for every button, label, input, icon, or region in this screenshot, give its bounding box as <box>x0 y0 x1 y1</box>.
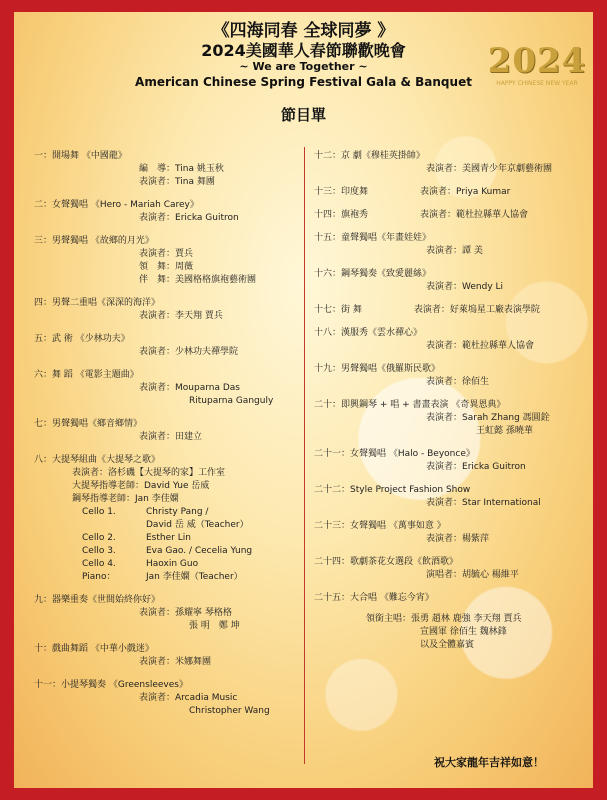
program-item-14 <box>314 209 584 222</box>
role-value: Mouparna Das <box>175 383 240 393</box>
role-value: 以及全體嘉賓 <box>420 640 475 650</box>
role-label: 表演者： <box>139 347 176 357</box>
program-item-11 <box>34 679 299 718</box>
item-title: 女聲獨唱 《萬事如意 》 <box>350 521 446 531</box>
role-value: 胡毓心 楊維平 <box>462 570 519 580</box>
role-label: 表演者： <box>139 311 176 321</box>
badge-year: 2024 <box>487 41 587 81</box>
title-line-1: 《四海同春 全球同夢 》 <box>212 21 395 41</box>
role-label: 表演者： <box>139 432 176 442</box>
cello-row <box>34 519 299 532</box>
item-number: 五： <box>34 334 53 344</box>
program-item-7 <box>34 418 299 444</box>
item-title: 舞 蹈 《電影主題曲》 <box>52 370 139 380</box>
cello-label: Cello 4. <box>82 559 116 569</box>
role-value: 美國格格旗袍藝術團 <box>175 275 257 285</box>
program-sheet <box>14 12 593 788</box>
role-label: 表演者： <box>426 282 463 292</box>
role-label: 表演者： <box>426 413 463 423</box>
program-heading: 節目單 <box>280 106 326 124</box>
role-label: 表演者： <box>420 187 457 197</box>
item-title: 鋼琴獨奏《致愛麗絲》 <box>341 269 432 279</box>
role-value: Ericka Guitron <box>175 213 239 223</box>
cello-value: Haoxin Guo <box>146 559 199 569</box>
cello-value: Eva Gao. / Cecelia Yung <box>146 546 253 556</box>
cello-label: Cello 3. <box>82 546 116 556</box>
role-value: Star International <box>462 498 541 508</box>
program-item-17 <box>314 304 584 317</box>
item-number: 十二： <box>314 151 342 161</box>
role-label: 表演者： <box>139 177 176 187</box>
item-title: 漢服秀《雲水禪心》 <box>341 328 423 338</box>
item-number: 十一： <box>34 680 62 690</box>
title-line-2: 2024美國華人春節聯歡晚會 <box>201 41 406 60</box>
role-label: 編 導： <box>139 164 176 174</box>
role-label: 領銜主唱： <box>366 614 412 624</box>
item-title: 男聲獨唱《俄羅斯民歌》 <box>341 364 441 374</box>
badge-text: HAPPY CHINESE NEW YEAR <box>496 80 578 87</box>
item-title: 戲曲舞蹈 《中華小戲迷》 <box>52 644 154 654</box>
item-number: 十九： <box>314 364 342 374</box>
title-line-3: ~ We are Together ~ <box>239 60 368 73</box>
item-title: 小提琴獨奏 《Greensleeves》 <box>61 680 188 690</box>
role-value: Rituparna Ganguly <box>189 396 274 406</box>
item-title: 旗袍秀 <box>341 210 369 220</box>
item-title: 歌劇茶花女選段《飲酒歌》 <box>350 557 459 567</box>
role-label: 表演者： <box>426 377 463 387</box>
role-label: 表演者： <box>426 246 463 256</box>
item-title: 女聲獨唱 《Hero - Mariah Carey》 <box>52 200 199 210</box>
item-title: 大合唱 《難忘今宵》 <box>350 593 434 603</box>
role-value: 徐佰生 <box>462 377 490 387</box>
cello-row <box>34 532 299 545</box>
cello-label: Cello 2. <box>82 533 116 543</box>
role-value: 賈兵 <box>175 249 194 259</box>
role-value: Christopher Wang <box>189 706 270 716</box>
item-number: 十六： <box>314 269 342 279</box>
role-label: 伴 舞： <box>139 275 176 285</box>
cello-value: Jan 李佳嫻（Teacher） <box>146 572 243 582</box>
role-value: 米娜舞團 <box>175 657 212 667</box>
program-item-10 <box>34 643 299 669</box>
item-number: 二十： <box>314 400 342 410</box>
program-item-22 <box>314 484 584 510</box>
item-title: 即興鋼琴 + 唱 + 書畫表演 《奇異恩典》 <box>341 400 506 410</box>
item-number: 二十四： <box>314 557 351 567</box>
role-label: 領 舞： <box>139 262 176 272</box>
role-value: Priya Kumar <box>456 187 511 197</box>
year-badge <box>487 42 587 87</box>
item-number: 六： <box>34 370 53 380</box>
role-value: 範杜拉縣華人協會 <box>462 341 535 351</box>
item-number: 十三： <box>314 187 342 197</box>
cello-teacher-line: 大提琴指導老師：David Yue 岳威 <box>72 481 210 491</box>
role-value: 張勇 趙林 鹿強 李天翔 賈兵 <box>411 614 522 624</box>
program-item-13 <box>314 186 584 199</box>
program-item-4 <box>34 297 299 323</box>
role-label: 表演者： <box>413 305 450 315</box>
role-label: 表演者： <box>426 498 463 508</box>
item-number: 十五： <box>314 233 342 243</box>
role-label: 表演者： <box>426 341 463 351</box>
item-title: 印度舞 <box>341 187 369 197</box>
item-number: 二： <box>34 200 53 210</box>
role-label: 演唱者： <box>426 570 463 580</box>
program-item-25 <box>314 592 584 652</box>
item-title: 武 術 《少林功夫》 <box>52 334 130 344</box>
cello-value: David 岳 威（Teacher） <box>146 520 249 530</box>
role-value: Arcadia Music <box>175 693 238 703</box>
item-number: 九： <box>34 595 53 605</box>
cello-value: Christy Pang / <box>146 507 209 517</box>
cello-row <box>34 558 299 571</box>
role-value: 王虹懿 孫曉華 <box>476 426 533 436</box>
item-number: 二十一： <box>314 449 351 459</box>
item-title: 街 舞 <box>341 305 362 315</box>
role-value: 楊紫萍 <box>462 534 490 544</box>
role-value: Ericka Guitron <box>462 462 526 472</box>
item-title: 女聲獨唱 《Halo - Beyonce》 <box>350 449 475 459</box>
item-title: 男聲獨唱《鄉音鄉情》 <box>52 419 143 429</box>
cello-value: Esther Lin <box>146 533 191 543</box>
column-divider <box>304 147 305 764</box>
role-value: 周薇 <box>175 262 194 272</box>
program-item-23 <box>314 520 584 546</box>
program-item-16 <box>314 268 584 294</box>
role-label: 表演者： <box>426 164 463 174</box>
item-number: 十： <box>34 644 53 654</box>
cello-label: Cello 1. <box>82 507 116 517</box>
program-item-15 <box>314 232 584 258</box>
role-label: 表演者： <box>420 210 457 220</box>
role-value: Tina 舞團 <box>175 177 215 187</box>
role-value: 宣國軍 徐佰生 魏林鋒 <box>420 627 507 637</box>
role-label: 表演者： <box>139 249 176 259</box>
role-value: 田建立 <box>175 432 203 442</box>
role-value: Wendy Li <box>462 282 504 292</box>
item-number: 十七： <box>314 305 342 315</box>
cello-row <box>34 545 299 558</box>
item-number: 三： <box>34 236 53 246</box>
item-title: 開場舞 《中國龍》 <box>52 151 127 161</box>
role-value: 範杜拉縣華人協會 <box>456 210 529 220</box>
item-number: 十八： <box>314 328 342 338</box>
item-number: 二十五： <box>314 593 351 603</box>
cello-row <box>34 571 299 584</box>
role-value: 譚 美 <box>462 246 483 256</box>
piano-teacher-line: 鋼琴指導老師：Jan 李佳嫻 <box>72 494 179 504</box>
role-label: 表演者： <box>426 462 463 472</box>
item-title: 男聲獨唱 《故鄉的月光》 <box>52 236 154 246</box>
item-title: 童聲獨唱《年畫娃娃》 <box>341 233 432 243</box>
role-label: 表演者： <box>139 657 176 667</box>
program-item-24 <box>314 556 584 582</box>
item-number: 七： <box>34 419 53 429</box>
role-label: 表演者： <box>139 213 176 223</box>
program-item-19 <box>314 363 584 389</box>
program-item-2 <box>34 199 299 225</box>
role-value: 好萊塢星工廠表演學院 <box>449 305 540 315</box>
program-item-12 <box>314 150 584 176</box>
item-number: 二十三： <box>314 521 351 531</box>
item-number: 四： <box>34 298 53 308</box>
item-title: 男聲二重唱《深深的海洋》 <box>52 298 161 308</box>
role-label: 表演者： <box>139 608 176 618</box>
cello-label: Piano： <box>82 572 116 582</box>
item-title: Style Project Fashion Show <box>350 485 471 495</box>
role-value: 張 明 鄭 坤 <box>189 621 240 631</box>
role-label: 表演者： <box>139 383 176 393</box>
item-number: 一： <box>34 151 53 161</box>
program-item-18 <box>314 327 584 353</box>
program-item-3 <box>34 235 299 287</box>
performer-line: 表演者：洛杉磯【大提琴的家】工作室 <box>72 468 226 478</box>
program-item-8 <box>34 454 299 584</box>
program-item-20 <box>314 399 584 438</box>
program-item-5 <box>34 333 299 359</box>
role-label: 表演者： <box>426 534 463 544</box>
cello-row <box>34 506 299 519</box>
title-line-4: American Chinese Spring Festival Gala & Banquet <box>135 75 472 89</box>
role-value: Tina 姚玉秋 <box>175 164 224 174</box>
role-value: Sarah Zhang 馮圓銓 <box>462 413 550 423</box>
left-column <box>34 150 299 728</box>
right-column <box>314 150 584 662</box>
role-value: 李天翔 賈兵 <box>175 311 223 321</box>
item-number: 二十二： <box>314 485 351 495</box>
closing-greeting: 祝大家龍年吉祥如意！ <box>434 756 544 769</box>
program-item-9 <box>34 594 299 633</box>
item-number: 十四： <box>314 210 342 220</box>
program-item-1 <box>34 150 299 189</box>
item-title: 京 劇《穆桂英掛帥》 <box>341 151 425 161</box>
item-title: 大提琴組曲《大提琴之歌》 <box>52 455 161 465</box>
item-number: 八： <box>34 455 53 465</box>
item-title: 器樂重奏《世間始終你好》 <box>52 595 161 605</box>
role-value: 美國青少年京劇藝術團 <box>462 164 553 174</box>
role-value: 少林功夫禪學院 <box>175 347 239 357</box>
role-value: 孫耀寧 琴格格 <box>175 608 232 618</box>
program-item-21 <box>314 448 584 474</box>
program-item-6 <box>34 369 299 408</box>
role-label: 表演者： <box>139 693 176 703</box>
